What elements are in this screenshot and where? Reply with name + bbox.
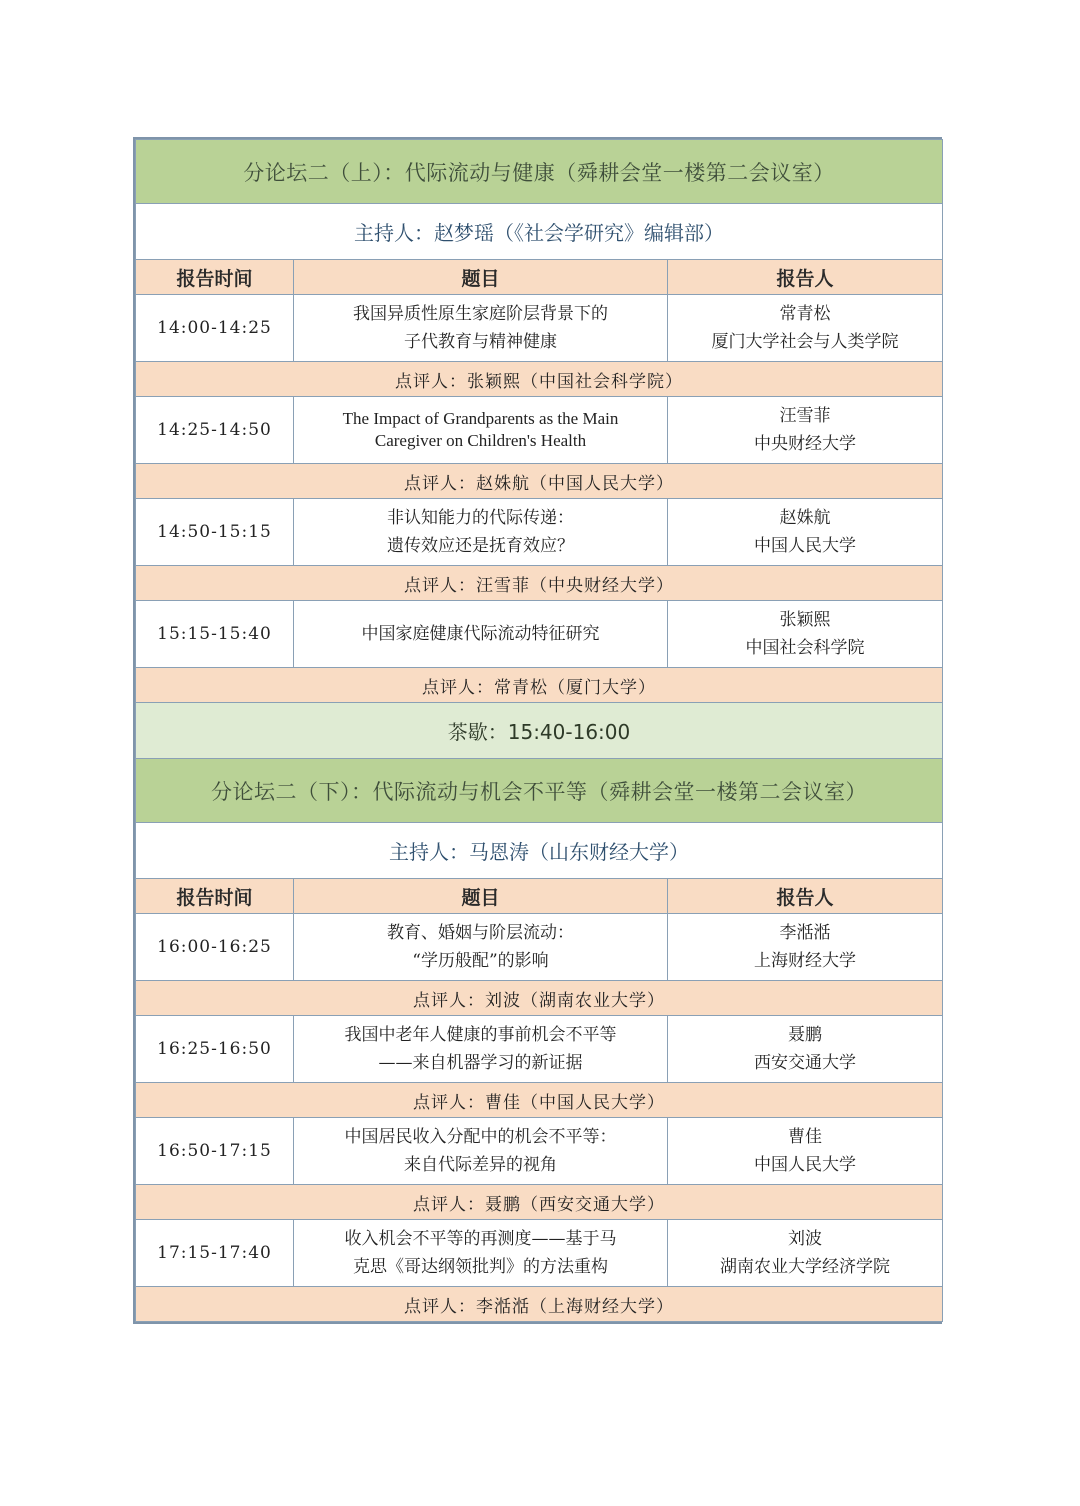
talk-speaker-line: 中国社会科学院: [745, 638, 865, 658]
talk-speaker-line: 西安交通大学: [754, 1053, 856, 1073]
talk-speaker-line: 中国人民大学: [754, 536, 856, 556]
talk-speaker-line: 常青松: [779, 304, 831, 324]
talk-speaker: [668, 295, 943, 362]
talk-row: [136, 295, 943, 362]
talk-speaker-line: 李湉湉: [779, 923, 831, 943]
talk-time: 16:25-16:50: [136, 1016, 294, 1083]
talk-commentator: 点评人：刘波（湖南农业大学）: [136, 981, 943, 1016]
talk-topic: [294, 397, 668, 464]
talk-time: 14:00-14:25: [136, 295, 294, 362]
forum-title: 分论坛二（下）：代际流动与机会不平等（舜耕会堂一楼第二会议室）: [136, 759, 943, 823]
comment-row: [136, 1083, 943, 1118]
talk-speaker: [668, 397, 943, 464]
talk-row: [136, 1118, 943, 1185]
talk-commentator: 点评人：李湉湉（上海财经大学）: [136, 1287, 943, 1322]
header-speaker: 报告人: [668, 260, 943, 295]
header-topic: 题目: [294, 260, 668, 295]
host-text: 主持人：马恩涛（山东财经大学）: [136, 823, 943, 879]
forum-title-row: [136, 140, 943, 204]
schedule-table-container: [133, 137, 942, 1324]
talk-topic: [294, 1016, 668, 1083]
talk-topic-line: 收入机会不平等的再测度——基于马: [344, 1229, 617, 1249]
talk-row: [136, 1016, 943, 1083]
talk-speaker-line: 刘波: [788, 1229, 822, 1249]
talk-topic-line: 我国中老年人健康的事前机会不平等: [344, 1025, 617, 1045]
talk-speaker-line: 曹佳: [788, 1127, 822, 1147]
talk-topic: [294, 499, 668, 566]
talk-topic-line: Caregiver on Children's Health: [374, 431, 587, 450]
comment-row: [136, 464, 943, 499]
talk-speaker: [668, 914, 943, 981]
talk-topic: [294, 1118, 668, 1185]
talk-topic: [294, 914, 668, 981]
talk-speaker-line: 聂鹏: [788, 1025, 822, 1045]
talk-topic-line: The Impact of Grandparents as the Main: [342, 409, 619, 428]
host-text: 主持人：赵梦瑶（《社会学研究》编辑部）: [136, 204, 943, 260]
talk-speaker-line: 中国人民大学: [754, 1155, 856, 1175]
talk-topic-line: 中国居民收入分配中的机会不平等：: [344, 1127, 617, 1147]
talk-time: 14:50-15:15: [136, 499, 294, 566]
talk-speaker: [668, 1016, 943, 1083]
talk-topic-line: “学历般配”的影响: [412, 951, 549, 971]
talk-topic-line: 克思《哥达纲领批判》的方法重构: [353, 1257, 608, 1277]
comment-row: [136, 668, 943, 703]
header-speaker: 报告人: [668, 879, 943, 914]
schedule-table: [135, 139, 943, 1322]
host-row: [136, 823, 943, 879]
talk-commentator: 点评人：曹佳（中国人民大学）: [136, 1083, 943, 1118]
tea-break: 茶歇：15:40-16:00: [136, 703, 943, 759]
talk-topic-line: 遗传效应还是抚育效应？: [387, 536, 574, 556]
talk-commentator: 点评人：汪雪菲（中央财经大学）: [136, 566, 943, 601]
talk-time: 16:00-16:25: [136, 914, 294, 981]
talk-topic-line: 中国家庭健康代际流动特征研究: [361, 624, 600, 644]
talk-topic: [294, 295, 668, 362]
tea-break-row: [136, 703, 943, 759]
talk-topic-line: 教育、婚姻与阶层流动：: [387, 923, 574, 943]
talk-speaker-line: 厦门大学社会与人类学院: [711, 332, 899, 352]
talk-time: 14:25-14:50: [136, 397, 294, 464]
talk-row: [136, 601, 943, 668]
header-time: 报告时间: [136, 260, 294, 295]
talk-row: [136, 499, 943, 566]
talk-speaker-line: 湖南农业大学经济学院: [720, 1257, 890, 1277]
talk-time: 15:15-15:40: [136, 601, 294, 668]
talk-commentator: 点评人：赵姝航（中国人民大学）: [136, 464, 943, 499]
talk-commentator: 点评人：张颖熙（中国社会科学院）: [136, 362, 943, 397]
talk-topic-line: 非认知能力的代际传递：: [387, 508, 574, 528]
talk-speaker-line: 中央财经大学: [754, 434, 856, 454]
comment-row: [136, 566, 943, 601]
talk-time: 17:15-17:40: [136, 1220, 294, 1287]
talk-speaker-line: 张颖熙: [779, 610, 831, 630]
talk-speaker: [668, 499, 943, 566]
forum-title-row: [136, 759, 943, 823]
talk-topic-line: 来自代际差异的视角: [404, 1155, 557, 1175]
talk-row: [136, 914, 943, 981]
forum-title: 分论坛二（上）：代际流动与健康（舜耕会堂一楼第二会议室）: [136, 140, 943, 204]
header-row: [136, 260, 943, 295]
talk-topic: [294, 601, 668, 668]
talk-speaker: [668, 601, 943, 668]
talk-speaker: [668, 1118, 943, 1185]
talk-topic-line: ——来自机器学习的新证据: [378, 1053, 583, 1073]
comment-row: [136, 362, 943, 397]
talk-speaker-line: 上海财经大学: [754, 951, 856, 971]
talk-topic-line: 我国异质性原生家庭阶层背景下的: [353, 304, 608, 324]
talk-row: [136, 1220, 943, 1287]
header-row: [136, 879, 943, 914]
talk-speaker: [668, 1220, 943, 1287]
talk-speaker-line: 赵姝航: [779, 508, 831, 528]
talk-commentator: 点评人：常青松（厦门大学）: [136, 668, 943, 703]
host-row: [136, 204, 943, 260]
talk-commentator: 点评人：聂鹏（西安交通大学）: [136, 1185, 943, 1220]
talk-topic-line: 子代教育与精神健康: [404, 332, 557, 352]
talk-row: [136, 397, 943, 464]
talk-time: 16:50-17:15: [136, 1118, 294, 1185]
comment-row: [136, 1185, 943, 1220]
comment-row: [136, 1287, 943, 1322]
comment-row: [136, 981, 943, 1016]
talk-topic: [294, 1220, 668, 1287]
header-topic: 题目: [294, 879, 668, 914]
header-time: 报告时间: [136, 879, 294, 914]
talk-speaker-line: 汪雪菲: [779, 406, 831, 426]
